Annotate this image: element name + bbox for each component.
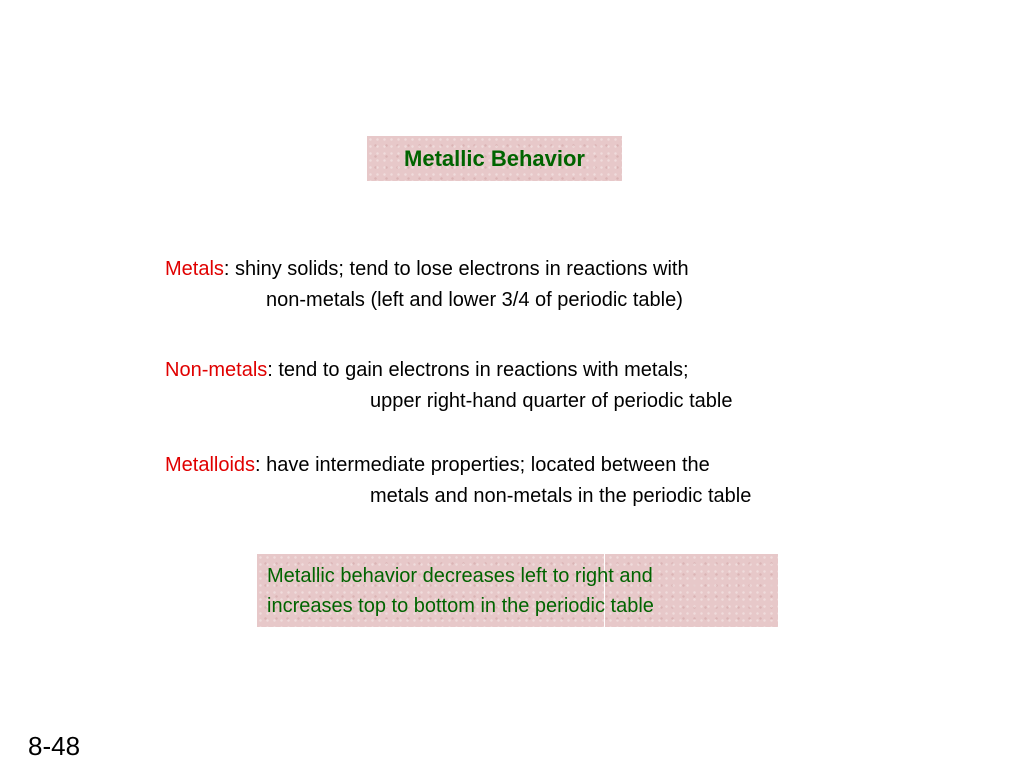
definition-nonmetals-line1: : tend to gain electrons in reactions with metals; (267, 359, 689, 381)
definition-metalloids (165, 450, 751, 512)
summary-line1: Metallic behavior decreases left to right and (267, 565, 653, 587)
definition-nonmetals-line2: upper right-hand quarter of periodic table (370, 390, 733, 412)
summary-text (267, 561, 654, 621)
definition-metals-line2: non-metals (left and lower 3/4 of periodic table) (266, 289, 683, 311)
slide-number: 8-48 (28, 731, 81, 761)
term-metalloids: Metalloids (165, 454, 256, 476)
definition-nonmetals (165, 355, 732, 417)
definition-metalloids-line2: metals and non-metals in the periodic table (370, 485, 752, 507)
definition-metalloids-line1: : have intermediate properties; located between the (255, 454, 710, 476)
summary-line2: increases top to bottom in the periodic table (267, 595, 654, 617)
slide-title: Metallic Behavior (404, 145, 585, 171)
term-metals: Metals (165, 258, 224, 280)
title-box (367, 136, 622, 181)
term-nonmetals: Non-metals (165, 359, 268, 381)
definition-metals-line1: : shiny solids; tend to lose electrons in reactions with (223, 258, 689, 280)
definition-metals (165, 254, 689, 316)
summary-box (257, 554, 778, 627)
